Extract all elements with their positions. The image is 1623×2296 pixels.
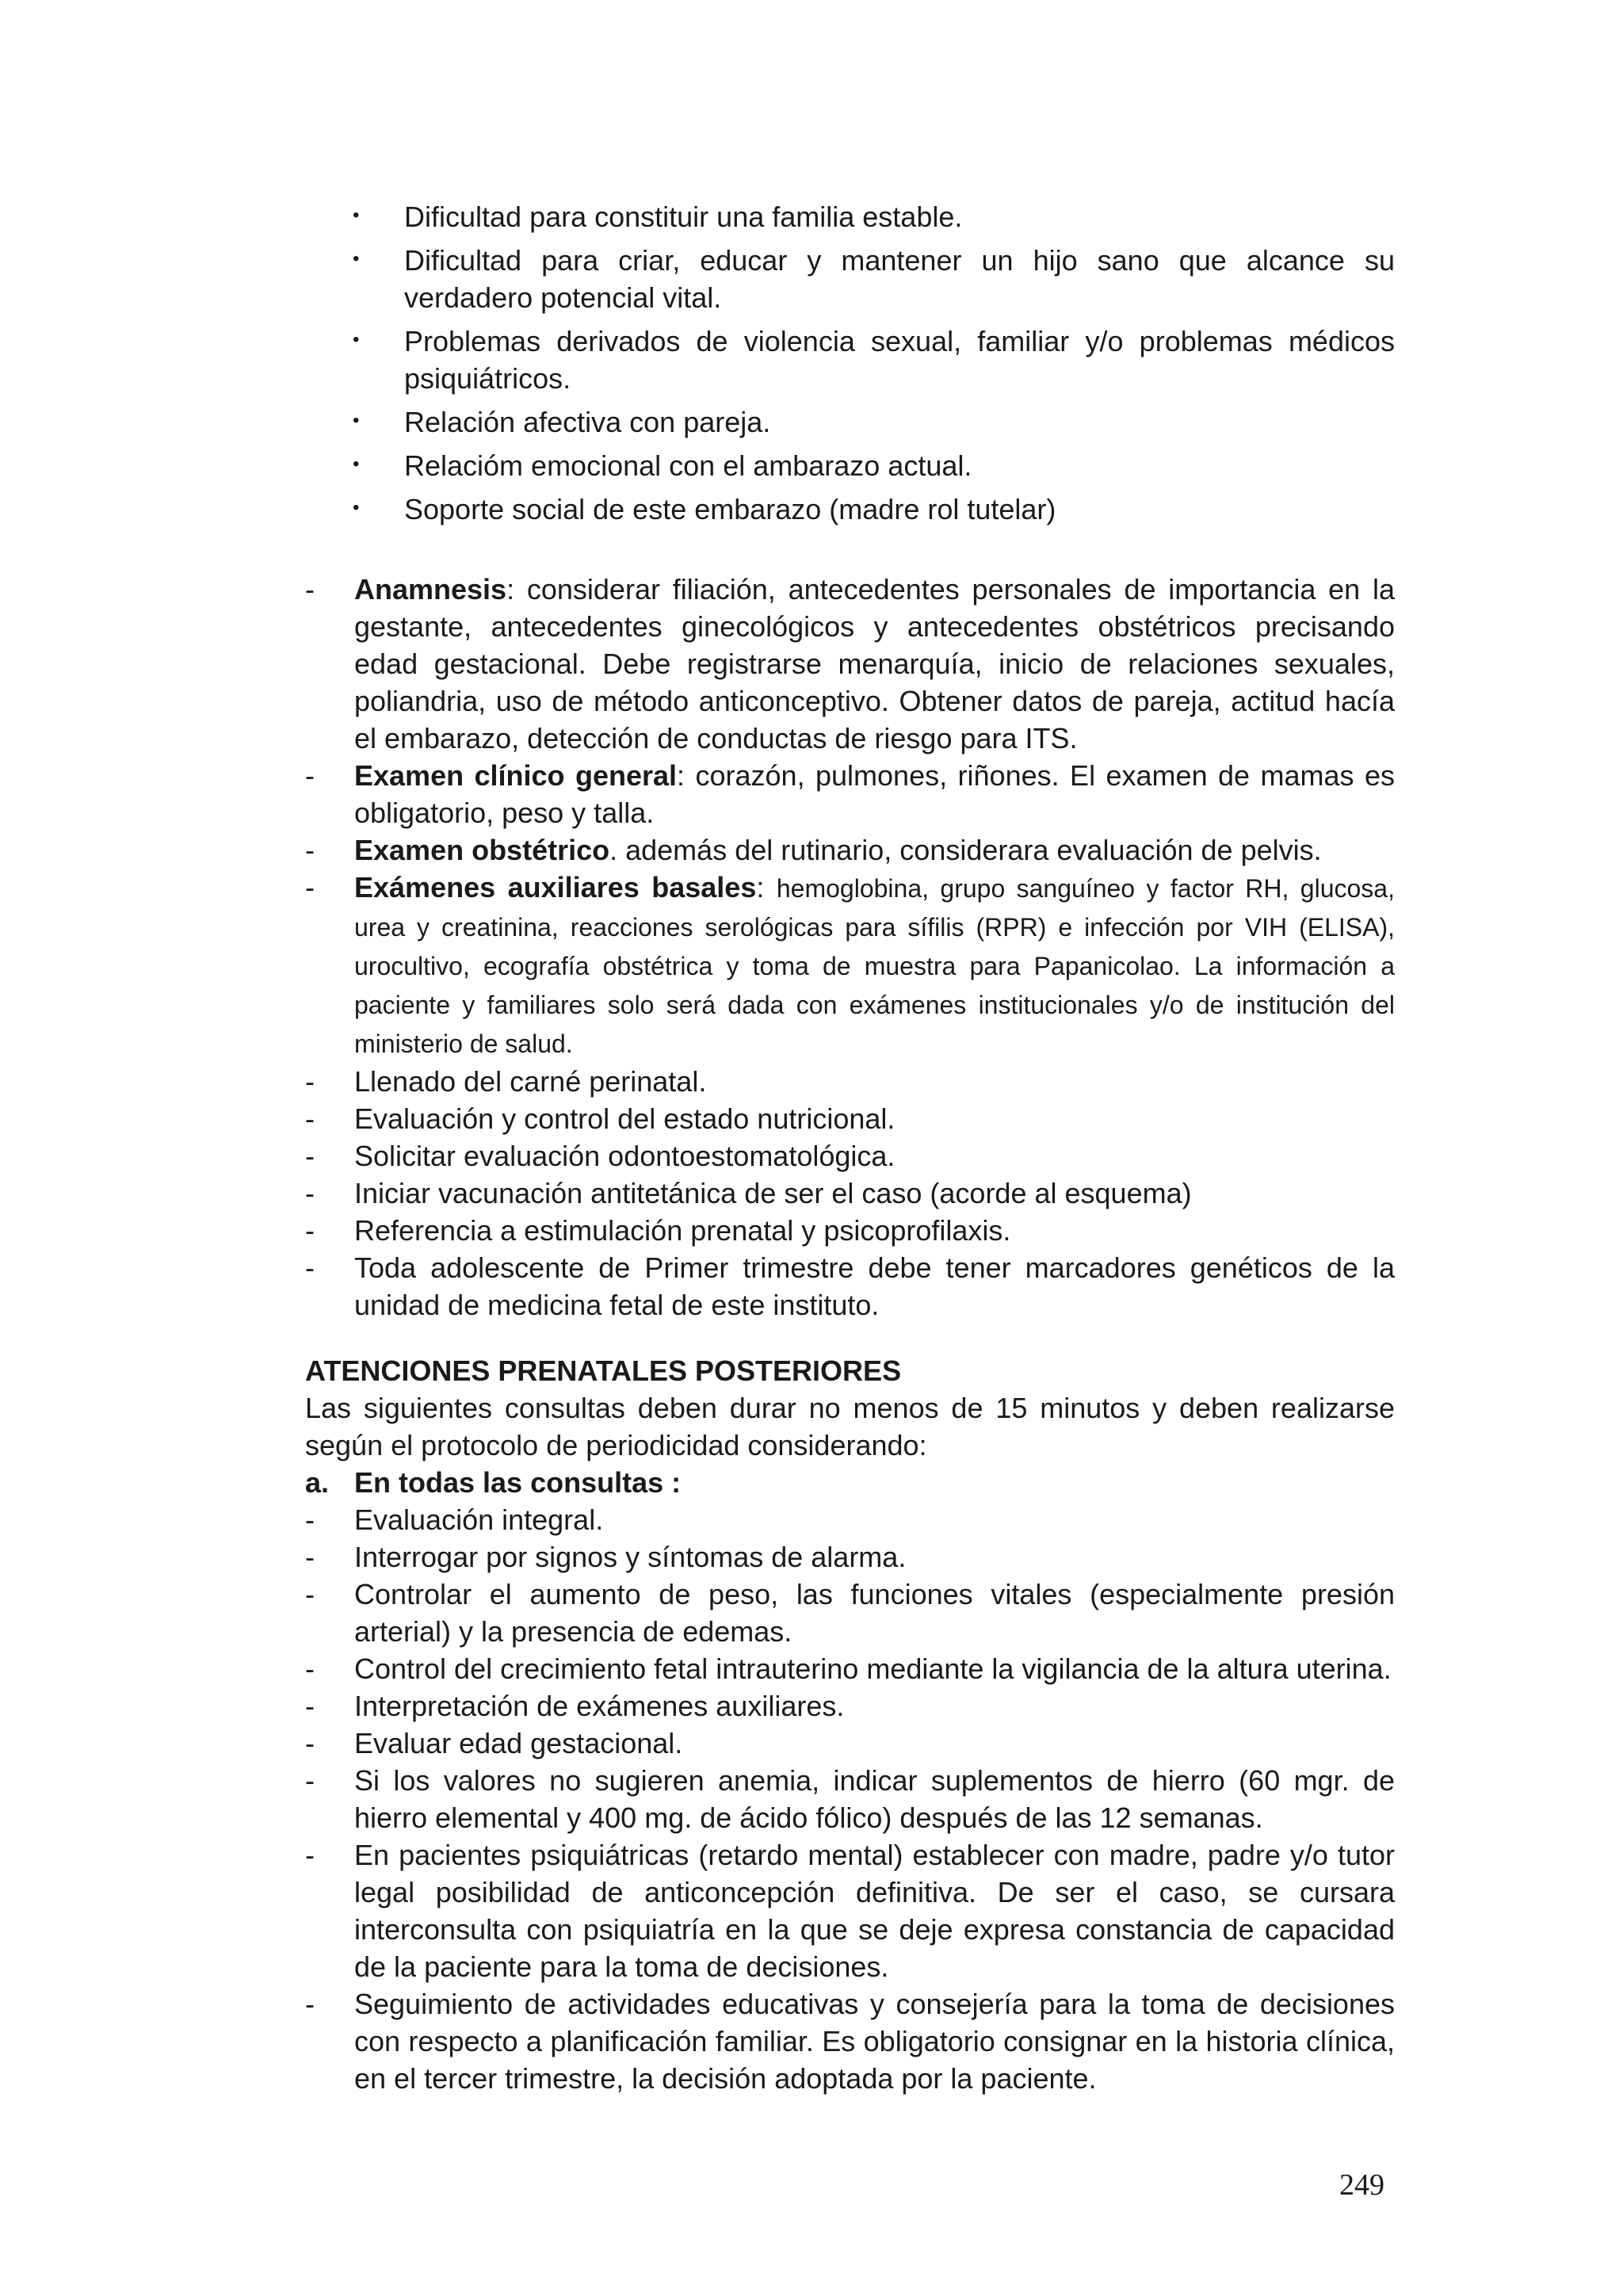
list-item bbox=[305, 1576, 1395, 1650]
exam-obstetric-text: . además del rutinario, considerara evaluación de pelvis. bbox=[609, 834, 1322, 866]
subsection-title: En todas las consultas : bbox=[354, 1466, 682, 1499]
list-item-text: Toda adolescente de Primer trimestre debe tener marcadores genéticos de la unidad de medicina fetal de este instituto. bbox=[354, 1251, 1395, 1321]
dash-marker: - bbox=[305, 1727, 315, 1759]
dash-marker: - bbox=[305, 573, 315, 606]
dash-marker: - bbox=[305, 1140, 315, 1172]
list-item bbox=[305, 1725, 1395, 1762]
list-item bbox=[305, 1249, 1395, 1324]
exam-obstetric-label: Examen obstétrico bbox=[354, 834, 610, 866]
list-item-text: Interpretación de exámenes auxiliares. bbox=[354, 1690, 845, 1722]
section-intro: Las siguientes consultas deben durar no menos de 15 minutos y deben realizarse según el protocolo de periodicidad considerando: bbox=[305, 1392, 1395, 1461]
aux-exams-text: hemoglobina, grupo sanguíneo y factor RH, glucosa, urea y creatinina, reacciones serológicas para sífilis (RPR) e infección por VIH (ELISA), urocultivo, ecografía obstétrica y toma de muestra para Papanicolao. La información a paciente y familiares solo será dada con exámenes institucionales y/o de institución del ministerio de salud. bbox=[354, 874, 1395, 1058]
list-item bbox=[305, 1137, 1395, 1175]
dash-marker: - bbox=[305, 1541, 315, 1573]
dash-marker: - bbox=[305, 1102, 315, 1135]
list-item-text: Iniciar vacunación antitetánica de ser el caso (acorde al esquema) bbox=[354, 1177, 1192, 1209]
subsection-heading bbox=[305, 1464, 1395, 1501]
section-heading: ATENCIONES PRENATALES POSTERIORES bbox=[305, 1354, 902, 1387]
first-visit-list bbox=[305, 571, 1395, 1324]
bullet-item: • Relación afectiva con pareja. bbox=[353, 403, 1395, 441]
list-item bbox=[305, 1985, 1395, 2097]
dash-marker: - bbox=[305, 834, 315, 866]
list-item-text: En pacientes psiquiátricas (retardo mental) establecer con madre, padre y/o tutor legal posibilidad de anticoncepción definitiva. De ser el caso, se cursara interconsulta con psiquiatría en la que se deje expresa constancia de capacidad de la paciente para la toma de decisiones. bbox=[354, 1839, 1395, 1983]
page-content bbox=[305, 198, 1395, 2097]
list-item bbox=[305, 1687, 1395, 1725]
list-item-text: Interrogar por signos y síntomas de alarma. bbox=[354, 1541, 907, 1573]
bullet-item: • Dificultad para constituir una familia estable. bbox=[353, 198, 1395, 235]
list-item-exam-general bbox=[305, 757, 1395, 831]
dash-marker: - bbox=[305, 871, 315, 904]
list-item bbox=[305, 1836, 1395, 1985]
dash-marker: - bbox=[305, 1652, 315, 1685]
list-item-text: Evaluación y control del estado nutricional. bbox=[354, 1102, 896, 1135]
dash-marker: - bbox=[305, 1503, 315, 1536]
consultation-list bbox=[305, 1501, 1395, 2097]
anamnesis-text: : considerar filiación, antecedentes personales de importancia en la gestante, antecedentes ginecológicos y antecedentes obstétricos precisando edad gestacional. Debe registrarse menarquía, inicio de relaciones sexuales, poliandria, uso de método anticonceptivo. Obtener datos de pareja, actitud hacía el embarazo, detección de conductas de riesgo para ITS. bbox=[354, 573, 1395, 755]
dash-marker: - bbox=[305, 1214, 315, 1247]
dash-marker: - bbox=[305, 759, 315, 792]
list-item-text: Evaluar edad gestacional. bbox=[354, 1727, 683, 1759]
bullet-item: • Soporte social de este embarazo (madre rol tutelar) bbox=[353, 491, 1395, 528]
aux-exams-label: Exámenes auxiliares basales bbox=[354, 871, 757, 904]
list-item bbox=[305, 1212, 1395, 1249]
list-item bbox=[305, 1650, 1395, 1687]
list-item-text: Seguimiento de actividades educativas y consejería para la toma de decisiones con respecto a planificación familiar. Es obligatorio consignar en la historia clínica, en el tercer trimestre, la decisión adoptada por la paciente. bbox=[354, 1988, 1395, 2095]
list-item-text: Llenado del carné perinatal. bbox=[354, 1065, 707, 1098]
exam-general-label: Examen clínico general bbox=[354, 759, 678, 792]
subsection-letter: a. bbox=[305, 1466, 330, 1499]
dash-marker: - bbox=[305, 1177, 315, 1209]
list-item bbox=[305, 1538, 1395, 1576]
bullet-item: • Problemas derivados de violencia sexual, familiar y/o problemas médicos psiquiátricos. bbox=[353, 323, 1395, 397]
list-item-exam-obstetric bbox=[305, 831, 1395, 869]
bullet-list bbox=[353, 198, 1395, 528]
bullet-item: • Relacióm emocional con el ambarazo actual. bbox=[353, 447, 1395, 484]
dash-marker: - bbox=[305, 1251, 315, 1284]
list-item-text: Si los valores no sugieren anemia, indicar suplementos de hierro (60 mgr. de hierro elemental y 400 mg. de ácido fólico) después de las 12 semanas. bbox=[354, 1764, 1395, 1834]
list-item bbox=[305, 1100, 1395, 1137]
dash-marker: - bbox=[305, 1764, 315, 1797]
list-item-text: Evaluación integral. bbox=[354, 1503, 604, 1536]
list-item-text: Solicitar evaluación odontoestomatológica. bbox=[354, 1140, 896, 1172]
exam-general-text: : corazón, pulmones, riñones. El examen de mamas es obligatorio, peso y talla. bbox=[354, 759, 1395, 829]
list-item-anamnesis bbox=[305, 571, 1395, 757]
list-item-text: Control del crecimiento fetal intrauterino mediante la vigilancia de la altura uterina. bbox=[354, 1652, 1392, 1685]
list-item-text: Referencia a estimulación prenatal y psicoprofilaxis. bbox=[354, 1214, 1011, 1247]
dash-marker: - bbox=[305, 1839, 315, 1871]
dash-marker: - bbox=[305, 1690, 315, 1722]
list-item-aux-exams bbox=[305, 869, 1395, 1063]
bullet-item: • Dificultad para criar, educar y mantener un hijo sano que alcance su verdadero potencial vital. bbox=[353, 242, 1395, 316]
list-item bbox=[305, 1762, 1395, 1836]
page-number: 249 bbox=[1339, 2168, 1384, 2202]
aux-exams-colon: : bbox=[756, 871, 777, 904]
dash-marker: - bbox=[305, 1065, 315, 1098]
dash-marker: - bbox=[305, 1988, 315, 2020]
anamnesis-label: Anamnesis bbox=[354, 573, 507, 606]
list-item bbox=[305, 1063, 1395, 1100]
list-item bbox=[305, 1501, 1395, 1538]
dash-marker: - bbox=[305, 1578, 315, 1610]
list-item-text: Controlar el aumento de peso, las funciones vitales (especialmente presión arterial) y la presencia de edemas. bbox=[354, 1578, 1395, 1648]
list-item bbox=[305, 1175, 1395, 1212]
